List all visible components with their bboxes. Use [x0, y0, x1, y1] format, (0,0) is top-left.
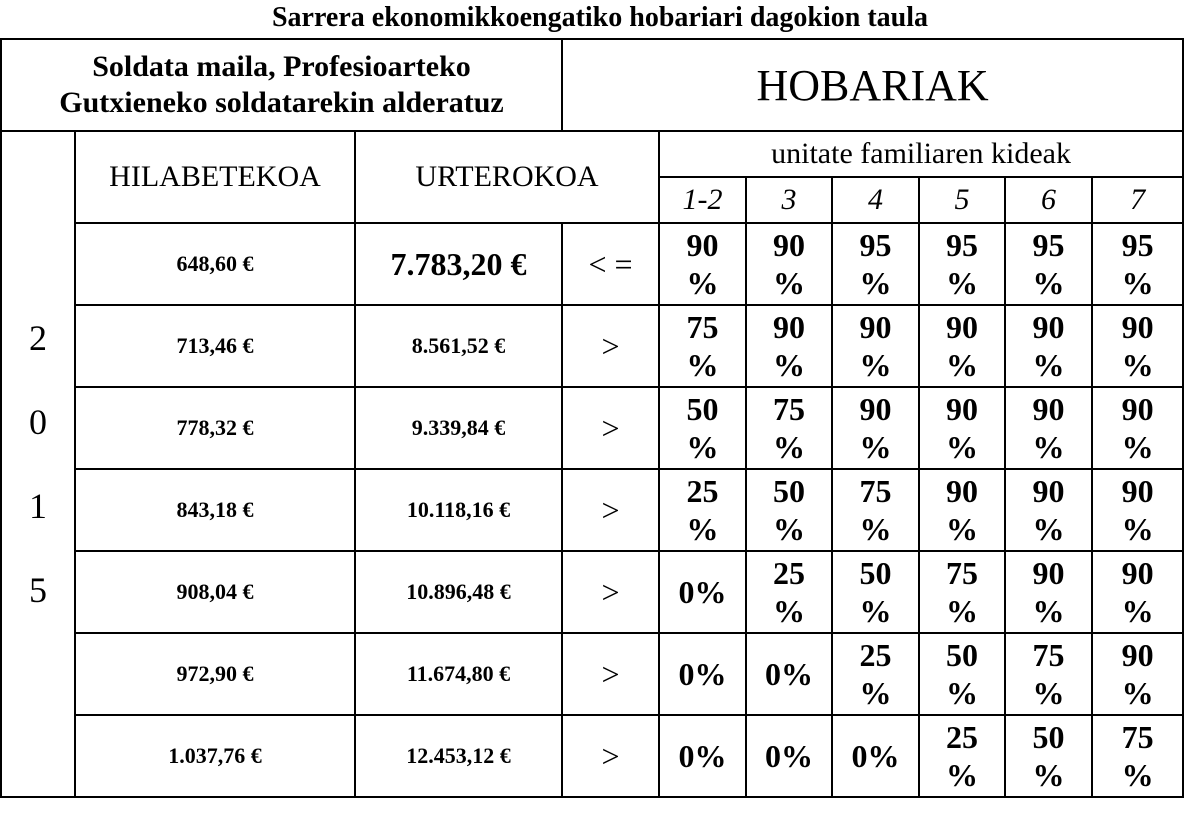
reduction-percent-cell [832, 387, 919, 469]
comparator-cell: > [562, 551, 659, 633]
reduction-percent-value: 25 [946, 719, 979, 755]
reduction-percent-sign: % [773, 429, 806, 465]
reduction-percent-cell [746, 387, 832, 469]
monthly-salary-cell: 843,18 € [75, 469, 355, 551]
annual-salary-cell: 7.783,20 € [355, 223, 562, 305]
reduction-percent-sign: % [1032, 593, 1065, 629]
table-row [1, 305, 1183, 387]
reduction-percent-value: 95 [1121, 227, 1154, 263]
annual-column-header: URTEROKOA [355, 131, 659, 223]
reduction-percent-sign: % [1121, 675, 1154, 711]
reduction-percent-value: 90 [859, 391, 892, 427]
reduction-percent-sign: % [686, 347, 719, 383]
comparator-cell: > [562, 305, 659, 387]
reduction-percent-cell [659, 223, 746, 305]
reduction-percent-cell [919, 387, 1005, 469]
monthly-salary-cell: 778,32 € [75, 387, 355, 469]
reduction-percent-sign: % [859, 675, 892, 711]
header-row [1, 39, 1183, 131]
comparator-cell: > [562, 715, 659, 797]
reduction-percent-value: 75 [1121, 719, 1154, 755]
reduction-percent-value: 50 [946, 637, 979, 673]
table-row [1, 469, 1183, 551]
reduction-percent-sign: % [946, 511, 979, 547]
reductions-header: HOBARIAK [562, 39, 1183, 131]
reduction-percent-cell [746, 223, 832, 305]
year-digit: 2 [29, 318, 47, 358]
reduction-percent-sign: % [946, 675, 979, 711]
year-digit: 1 [29, 486, 47, 526]
reduction-percent-cell [1092, 223, 1183, 305]
reduction-percent-cell [832, 633, 919, 715]
reduction-percent-value: 25 [859, 637, 892, 673]
reduction-percent-sign: % [773, 593, 806, 629]
table-row [1, 387, 1183, 469]
reduction-percent-cell [832, 305, 919, 387]
table-row [1, 633, 1183, 715]
year-digit: 5 [29, 570, 47, 610]
reduction-percent-cell [1005, 633, 1092, 715]
family-members-header: unitate familiaren kideak [659, 131, 1183, 177]
reduction-percent-cell [746, 633, 832, 715]
reduction-percent-value: 75 [1032, 637, 1065, 673]
table-title: Sarrera ekonomikkoengatiko hobariari dagokion taula [271, 2, 928, 33]
monthly-salary-cell: 972,90 € [75, 633, 355, 715]
reduction-table [0, 38, 1184, 798]
family-size-header: 3 [746, 177, 832, 223]
reduction-percent-value: 50 [1032, 719, 1065, 755]
annual-salary-cell: 12.453,12 € [355, 715, 562, 797]
reduction-percent-sign: % [946, 265, 979, 301]
reduction-percent-sign: % [1032, 347, 1065, 383]
reduction-percent-value: 90 [1032, 473, 1065, 509]
comparator-cell: < = [562, 223, 659, 305]
reduction-percent-sign: % [946, 593, 979, 629]
comparator-cell: > [562, 633, 659, 715]
reduction-percent-cell [832, 551, 919, 633]
reduction-percent-sign: % [773, 511, 806, 547]
comparator-cell: > [562, 387, 659, 469]
reduction-percent-value: 0% [678, 574, 727, 610]
reduction-percent-cell [1092, 469, 1183, 551]
reduction-percent-value: 75 [946, 555, 979, 591]
reduction-percent-value: 50 [686, 391, 719, 427]
reduction-percent-cell [746, 305, 832, 387]
reduction-percent-cell [1005, 715, 1092, 797]
reduction-percent-value: 0% [678, 656, 727, 692]
reduction-percent-cell [832, 469, 919, 551]
reduction-percent-cell [919, 715, 1005, 797]
reduction-percent-sign: % [686, 429, 719, 465]
reduction-percent-sign: % [859, 511, 892, 547]
reduction-percent-value: 90 [1032, 555, 1065, 591]
reduction-percent-value: 0% [765, 656, 814, 692]
reduction-percent-value: 95 [859, 227, 892, 263]
reduction-percent-value: 75 [859, 473, 892, 509]
reduction-percent-value: 90 [1121, 473, 1154, 509]
reduction-percent-cell [919, 469, 1005, 551]
reduction-percent-sign: % [1121, 265, 1154, 301]
reduction-percent-cell [1005, 305, 1092, 387]
family-size-header: 6 [1005, 177, 1092, 223]
reduction-percent-value: 25 [686, 473, 719, 509]
reduction-percent-cell [1092, 305, 1183, 387]
family-size-header: 5 [919, 177, 1005, 223]
reduction-percent-cell [659, 633, 746, 715]
reduction-percent-value: 95 [1032, 227, 1065, 263]
reduction-percent-sign: % [946, 347, 979, 383]
reduction-percent-cell [659, 551, 746, 633]
reduction-percent-sign: % [946, 757, 979, 793]
annual-salary-cell: 10.896,48 € [355, 551, 562, 633]
year-digit: 0 [29, 402, 47, 442]
reduction-percent-value: 90 [1121, 637, 1154, 673]
annual-salary-cell: 8.561,52 € [355, 305, 562, 387]
annual-salary-cell: 11.674,80 € [355, 633, 562, 715]
reduction-percent-sign: % [686, 511, 719, 547]
reduction-percent-value: 0% [765, 738, 814, 774]
reduction-percent-value: 0% [851, 738, 900, 774]
reduction-percent-cell [1005, 551, 1092, 633]
reduction-percent-value: 25 [773, 555, 806, 591]
reduction-percent-cell [746, 469, 832, 551]
reduction-percent-cell [1092, 633, 1183, 715]
monthly-salary-cell: 648,60 € [75, 223, 355, 305]
salary-level-header-line1: Soldata maila, Profesioarteko [92, 50, 471, 83]
reduction-percent-sign: % [1121, 347, 1154, 383]
reduction-percent-sign: % [773, 347, 806, 383]
reduction-percent-sign: % [1121, 757, 1154, 793]
reduction-percent-value: 75 [773, 391, 806, 427]
reduction-percent-sign: % [1032, 757, 1065, 793]
reduction-percent-sign: % [859, 429, 892, 465]
reduction-percent-cell [1092, 551, 1183, 633]
reduction-percent-value: 90 [946, 391, 979, 427]
reduction-percent-cell [832, 223, 919, 305]
reduction-percent-value: 50 [773, 473, 806, 509]
reduction-percent-sign: % [859, 265, 892, 301]
reduction-percent-sign: % [773, 265, 806, 301]
reduction-percent-sign: % [1032, 511, 1065, 547]
column-header-row [1, 131, 1183, 177]
monthly-salary-cell: 713,46 € [75, 305, 355, 387]
reduction-percent-value: 50 [859, 555, 892, 591]
reduction-percent-cell [1005, 469, 1092, 551]
reduction-percent-value: 90 [1032, 391, 1065, 427]
reduction-percent-cell [919, 633, 1005, 715]
table-row [1, 223, 1183, 305]
reduction-percent-cell [746, 551, 832, 633]
family-size-header: 4 [832, 177, 919, 223]
reduction-percent-cell [659, 469, 746, 551]
family-size-header: 1-2 [659, 177, 746, 223]
reduction-percent-cell [659, 715, 746, 797]
reduction-percent-value: 90 [1121, 555, 1154, 591]
reduction-percent-sign: % [1032, 265, 1065, 301]
reduction-percent-value: 90 [1032, 309, 1065, 345]
reduction-percent-value: 90 [946, 473, 979, 509]
reduction-percent-cell [746, 715, 832, 797]
year-cell [1, 131, 75, 797]
reduction-percent-sign: % [1121, 429, 1154, 465]
reduction-percent-value: 75 [686, 309, 719, 345]
reduction-percent-value: 90 [686, 227, 719, 263]
salary-level-header [1, 39, 562, 131]
reduction-percent-cell [1092, 387, 1183, 469]
reduction-percent-sign: % [686, 265, 719, 301]
reduction-percent-value: 95 [946, 227, 979, 263]
monthly-salary-cell: 1.037,76 € [75, 715, 355, 797]
annual-salary-cell: 10.118,16 € [355, 469, 562, 551]
reduction-percent-sign: % [1032, 675, 1065, 711]
reduction-percent-cell [1092, 715, 1183, 797]
reduction-percent-cell [919, 551, 1005, 633]
annual-salary-cell: 9.339,84 € [355, 387, 562, 469]
reduction-percent-value: 90 [1121, 309, 1154, 345]
reduction-percent-value: 90 [773, 227, 806, 263]
reduction-percent-cell [832, 715, 919, 797]
reduction-percent-sign: % [946, 429, 979, 465]
monthly-salary-cell: 908,04 € [75, 551, 355, 633]
reduction-percent-cell [919, 223, 1005, 305]
table-row [1, 551, 1183, 633]
reduction-percent-sign: % [1121, 593, 1154, 629]
reduction-percent-sign: % [1121, 511, 1154, 547]
salary-level-header-line2: Gutxieneko soldatarekin alderatuz [59, 86, 504, 119]
reduction-percent-sign: % [859, 593, 892, 629]
reduction-percent-value: 90 [773, 309, 806, 345]
reduction-percent-cell [1005, 223, 1092, 305]
comparator-cell: > [562, 469, 659, 551]
reduction-percent-cell [1005, 387, 1092, 469]
reduction-percent-value: 90 [859, 309, 892, 345]
reduction-percent-sign: % [1032, 429, 1065, 465]
reduction-percent-value: 0% [678, 738, 727, 774]
reduction-percent-value: 90 [1121, 391, 1154, 427]
family-size-header: 7 [1092, 177, 1183, 223]
monthly-column-header: HILABETEKOA [75, 131, 355, 223]
reduction-percent-value: 90 [946, 309, 979, 345]
table-row [1, 715, 1183, 797]
reduction-percent-sign: % [859, 347, 892, 383]
reduction-percent-cell [659, 305, 746, 387]
reduction-percent-cell [659, 387, 746, 469]
reduction-percent-cell [919, 305, 1005, 387]
